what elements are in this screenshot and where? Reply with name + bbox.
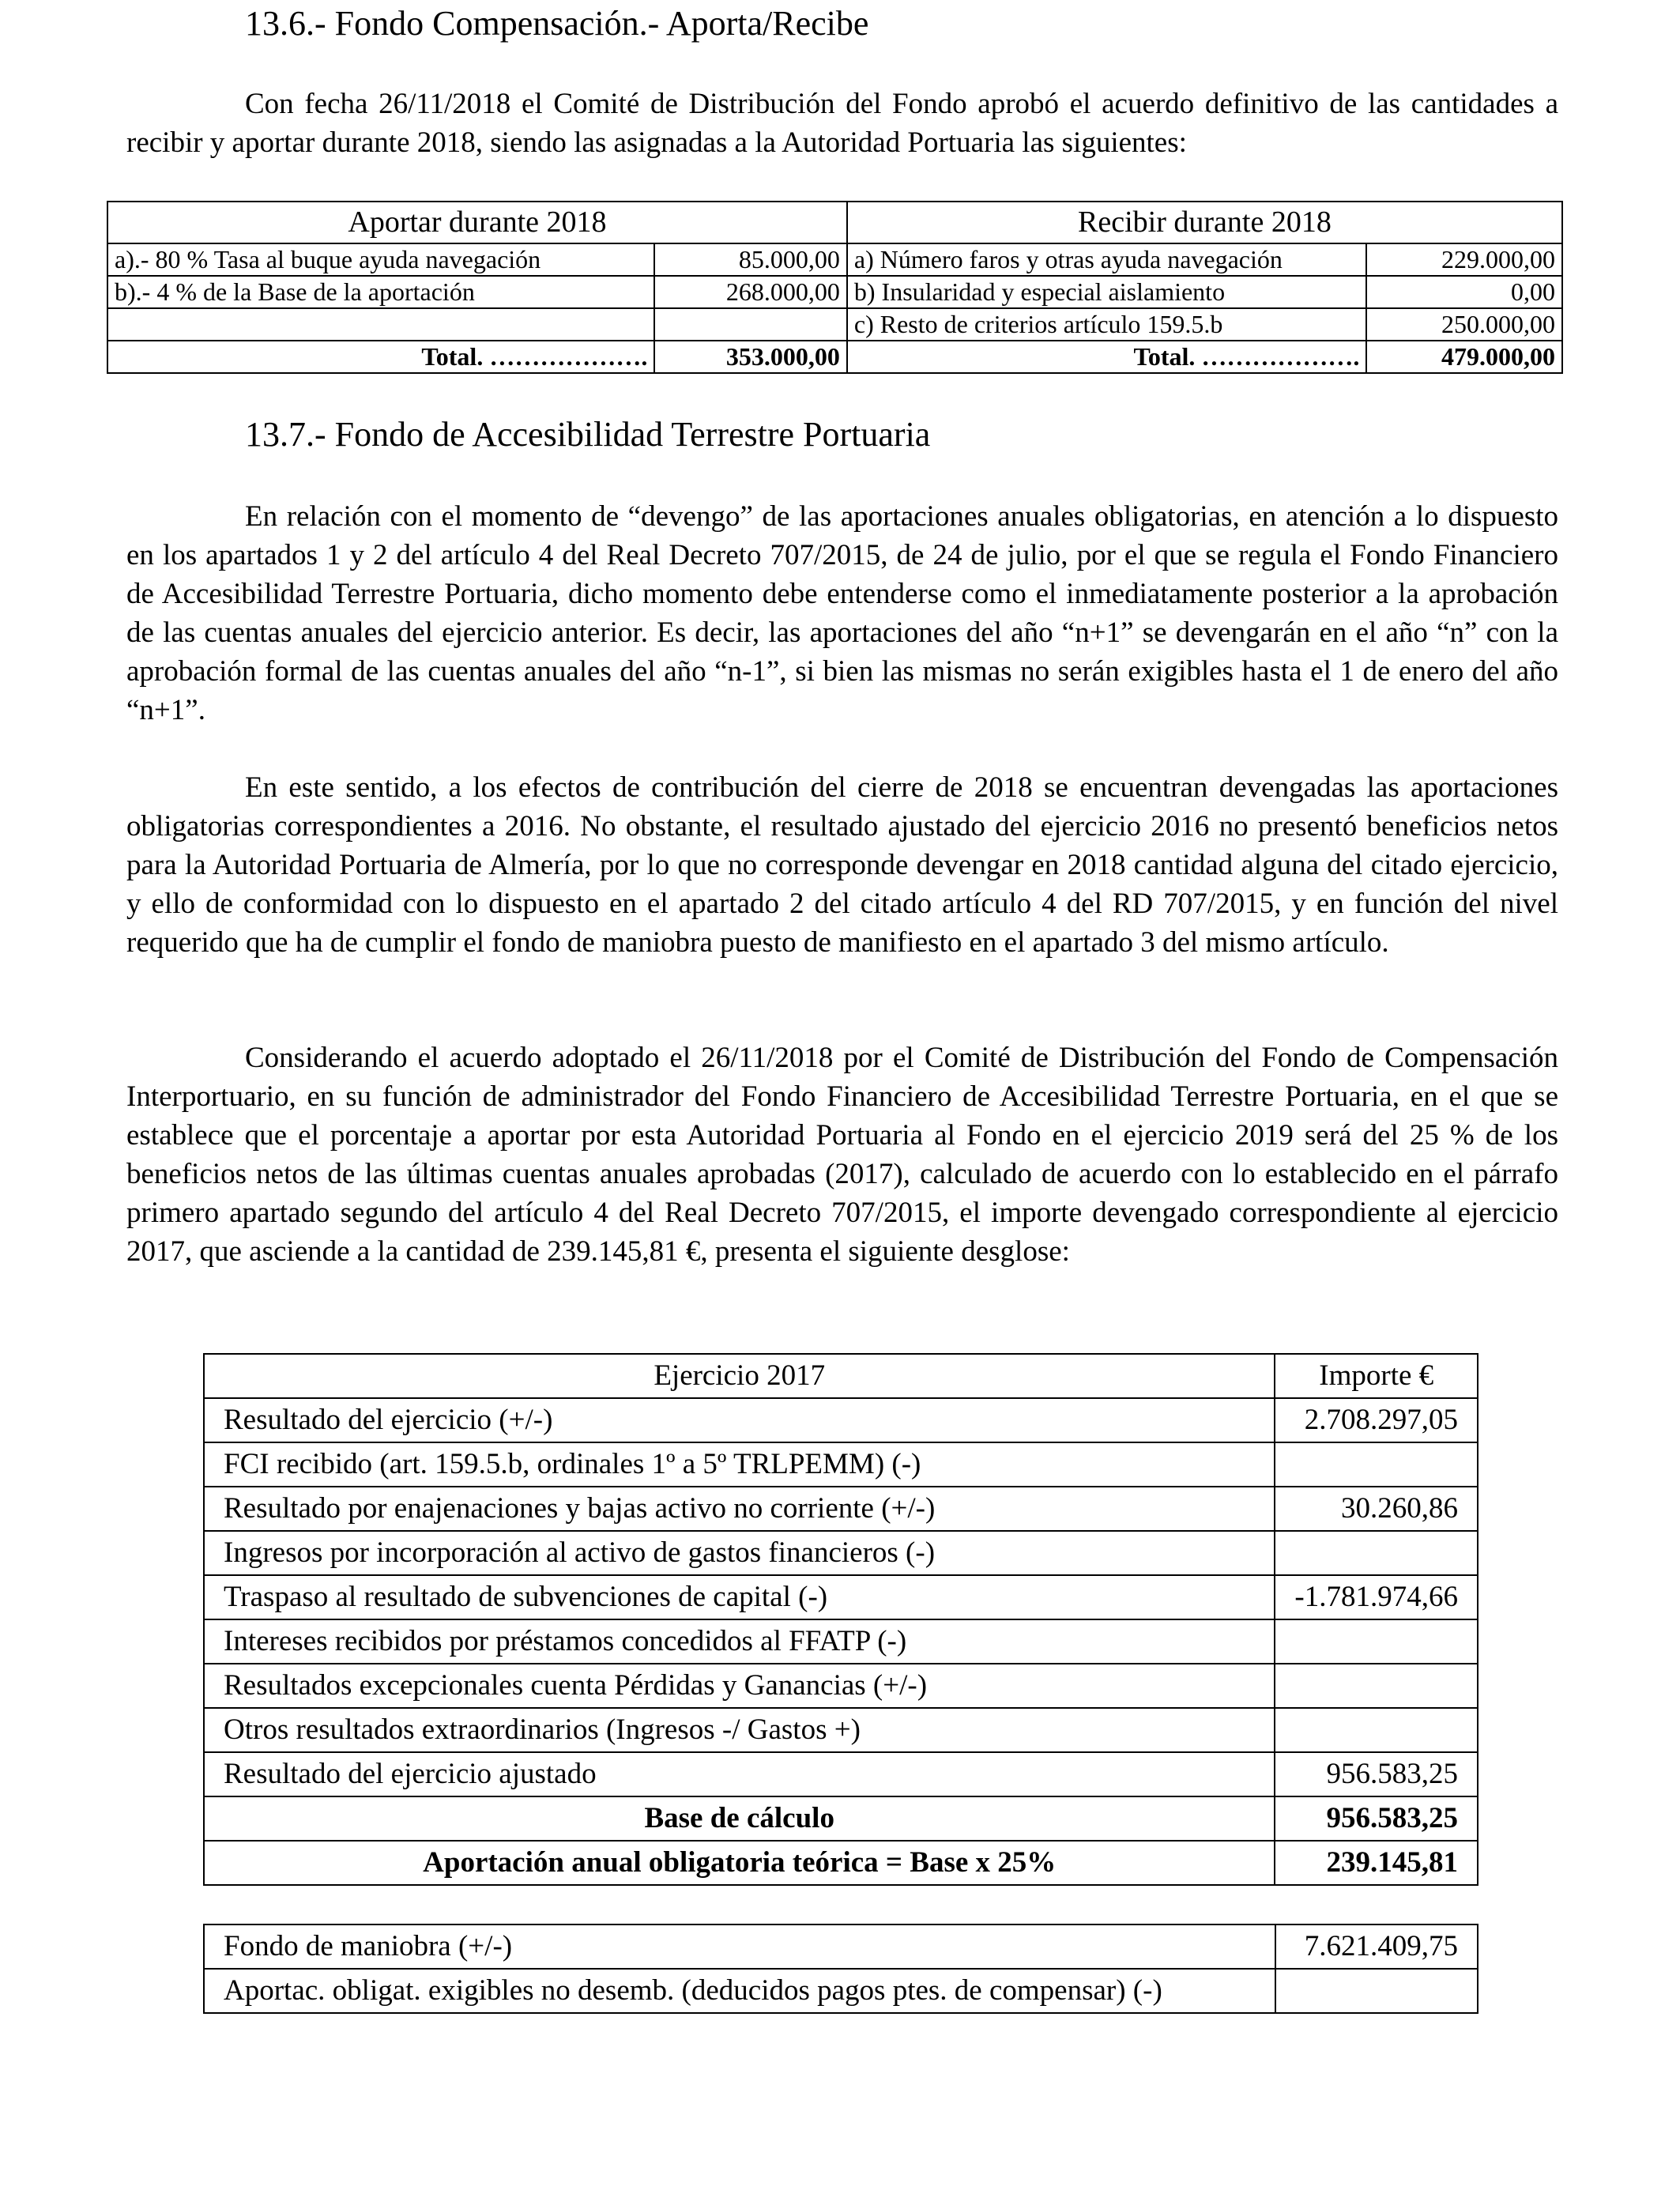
row-value (1275, 1708, 1478, 1752)
table-row (107, 308, 1562, 341)
recibir-header: Recibir durante 2018 (847, 202, 1562, 243)
row-label: Resultados excepcionales cuenta Pérdidas y Ganancias (+/-) (204, 1664, 1275, 1708)
recibir-label: a) Número faros y otras ayuda navegación (847, 243, 1367, 276)
table-row (204, 1398, 1478, 1442)
section-13-6-heading: 13.6.- Fondo Compensación.- Aporta/Recibe (245, 4, 869, 43)
total-aportar-value: 353.000,00 (654, 341, 847, 373)
row-label: Ingresos por incorporación al activo de gastos financieros (-) (204, 1531, 1275, 1575)
row-label: FCI recibido (art. 159.5.b, ordinales 1º a 5º TRLPEMM) (-) (204, 1442, 1275, 1487)
recibir-value: 0,00 (1366, 276, 1562, 308)
section-13-7-heading: 13.7.- Fondo de Accesibilidad Terrestre Portuaria (245, 415, 931, 454)
row-label: Fondo de maniobra (+/-) (204, 1924, 1275, 1969)
row-value (1275, 1664, 1478, 1708)
section-13-7-paragraph-1: En relación con el momento de “devengo” de las aportaciones anuales obligatorias, en atención a lo dispuesto en los apartados 1 y 2 del artículo 4 del Real Decreto 707/2015, de 24 de julio, por el que se regula el Fondo Financiero de Accesibilidad Terrestre Portuaria, dicho momento debe entenderse como el inmediatamente posterior a la aprobación de las cuentas anuales del ejercicio anterior. Es decir, las aportaciones del año “n+1” se devengarán en el año “n” con la aprobación formal de las cuentas anuales del año “n-1”, si bien las mismas no serán exigibles hasta el 1 de enero del año “n+1”. (126, 500, 1558, 726)
header-concept: Ejercicio 2017 (204, 1354, 1275, 1398)
row-value (1275, 1531, 1478, 1575)
row-value: 30.260,86 (1275, 1487, 1478, 1531)
total-row (107, 341, 1562, 373)
row-value: 2.708.297,05 (1275, 1398, 1478, 1442)
recibir-label: c) Resto de criterios artículo 159.5.b (847, 308, 1367, 341)
row-value (1275, 1619, 1478, 1664)
aportacion-value: 239.145,81 (1275, 1841, 1478, 1885)
base-row (204, 1796, 1478, 1841)
row-value: 956.583,25 (1275, 1752, 1478, 1796)
header-amount: Importe € (1275, 1354, 1478, 1398)
row-label: Resultado por enajenaciones y bajas activo no corriente (+/-) (204, 1487, 1275, 1531)
row-label: Otros resultados extraordinarios (Ingresos -/ Gastos +) (204, 1708, 1275, 1752)
section-13-6-paragraph: Con fecha 26/11/2018 el Comité de Distribución del Fondo aprobó el acuerdo definitivo de las cantidades a recibir y aportar durante 2018, siendo las asignadas a la Autoridad Portuaria las siguientes: (126, 88, 1558, 159)
recibir-value: 250.000,00 (1366, 308, 1562, 341)
row-label: Aportac. obligat. exigibles no desemb. (deducidos pagos ptes. de compensar) (-) (204, 1969, 1275, 2013)
total-recibir-value: 479.000,00 (1366, 341, 1562, 373)
table-row (204, 1924, 1478, 1969)
row-label: Traspaso al resultado de subvenciones de capital (-) (204, 1575, 1275, 1619)
aportacion-row (204, 1841, 1478, 1885)
aportar-label: a).- 80 % Tasa al buque ayuda navegación (107, 243, 654, 276)
row-label: Intereses recibidos por préstamos concedidos al FFATP (-) (204, 1619, 1275, 1664)
table-row (204, 1487, 1478, 1531)
recibir-label: b) Insularidad y especial aislamiento (847, 276, 1367, 308)
section-13-7-paragraph-3: Considerando el acuerdo adoptado el 26/11/2018 por el Comité de Distribución del Fondo de Compensación Interportuario, en su función de administrador del Fondo Financiero de Accesibilidad Terrestre Portuaria, en el que se establece que el porcentaje a aportar por esta Autoridad Portuaria al Fondo en el ejercicio 2019 será del 25 % de los beneficios netos de las últimas cuentas anuales aprobadas (2017), calculado de acuerdo con lo establecido en el párrafo primero apartado segundo del artículo 4 del Real Decreto 707/2015, el importe devengado correspondiente al ejercicio 2017, que asciende a la cantidad de 239.145,81 €, presenta el siguiente desglose: (126, 1042, 1558, 1268)
table-row (107, 243, 1562, 276)
row-value (1275, 1442, 1478, 1487)
table-row (204, 1531, 1478, 1575)
recibir-value: 229.000,00 (1366, 243, 1562, 276)
aportar-label (107, 308, 654, 341)
aportar-value (654, 308, 847, 341)
total-aportar-label: Total. ………………. (107, 341, 654, 373)
aportar-header: Aportar durante 2018 (107, 202, 847, 243)
row-label: Resultado del ejercicio (+/-) (204, 1398, 1275, 1442)
fondo-compensacion-table (107, 201, 1563, 374)
fondo-accesibilidad-table (203, 1353, 1478, 1886)
table-row (107, 276, 1562, 308)
total-recibir-label: Total. ………………. (847, 341, 1367, 373)
aportacion-label: Aportación anual obligatoria teórica = Base x 25% (204, 1841, 1275, 1885)
base-label: Base de cálculo (204, 1796, 1275, 1841)
row-label: Resultado del ejercicio ajustado (204, 1752, 1275, 1796)
table-header-row (204, 1354, 1478, 1398)
base-value: 956.583,25 (1275, 1796, 1478, 1841)
table-row (204, 1575, 1478, 1619)
aportar-value: 85.000,00 (654, 243, 847, 276)
aportar-value: 268.000,00 (654, 276, 847, 308)
table-row (204, 1752, 1478, 1796)
fondo-maniobra-table (203, 1924, 1478, 2014)
row-value (1275, 1969, 1478, 2013)
table-row (204, 1708, 1478, 1752)
table-row (204, 1969, 1478, 2013)
section-13-7-paragraph-2: En este sentido, a los efectos de contribución del cierre de 2018 se encuentran devengadas las aportaciones obligatorias correspondientes a 2016. No obstante, el resultado ajustado del ejercicio 2016 no presentó beneficios netos para la Autoridad Portuaria de Almería, por lo que no corresponde devengar en 2018 cantidad alguna del citado ejercicio, y ello de conformidad con lo dispuesto en el apartado 2 del citado artículo 4 del RD 707/2015, y en función del nivel requerido que ha de cumplir el fondo de maniobra puesto de manifiesto en el apartado 3 del mismo artículo. (126, 771, 1558, 959)
row-value: -1.781.974,66 (1275, 1575, 1478, 1619)
aportar-label: b).- 4 % de la Base de la aportación (107, 276, 654, 308)
row-value: 7.621.409,75 (1275, 1924, 1478, 1969)
table-row (204, 1442, 1478, 1487)
table-row (204, 1619, 1478, 1664)
table-row (204, 1664, 1478, 1708)
